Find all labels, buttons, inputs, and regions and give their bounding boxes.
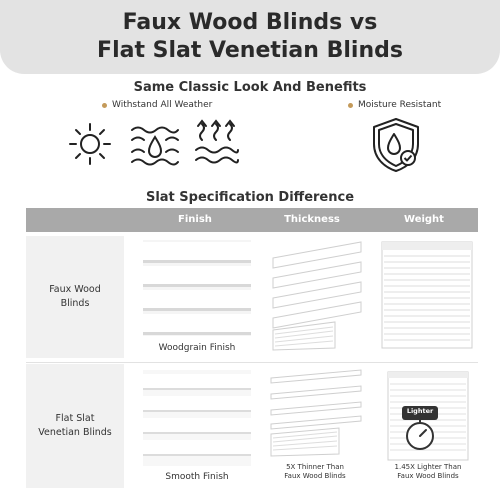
header-banner — [0, 0, 500, 74]
benefit-weather-label: Withstand All Weather — [112, 100, 213, 110]
finish-caption-smooth: Smooth Finish — [165, 472, 229, 482]
finish-caption-faux: Woodgrain Finish — [158, 343, 236, 353]
scale-lighter-tag: Lighter — [406, 407, 434, 415]
woodgrain-slats-image — [143, 240, 251, 336]
thin-slats-image — [265, 368, 365, 458]
row-label-flat-slat — [26, 364, 124, 488]
bullet-dot — [102, 103, 107, 108]
benefit-weather — [102, 100, 212, 110]
weight-caption-line1: 1.45X Lighter Than — [394, 463, 462, 471]
row-divider — [26, 362, 478, 363]
sun-icon — [66, 120, 114, 168]
spec-title: Slat Specification Difference — [145, 190, 355, 205]
smooth-slats-image — [143, 370, 251, 466]
thickness-caption-line2: Faux Wood Blinds — [284, 472, 346, 480]
thick-slats-image — [265, 238, 365, 352]
column-header-thickness: Thickness — [284, 214, 340, 225]
row-label-line: Venetian Blinds — [38, 427, 112, 438]
thickness-caption-line1: 5X Thinner Than — [286, 463, 344, 471]
blind-window-image — [380, 240, 474, 350]
shield-droplet-icon — [368, 116, 424, 174]
water-droplet-icon — [128, 120, 180, 168]
weight-caption — [378, 463, 478, 481]
benefits-title: Same Classic Look And Benefits — [133, 80, 367, 95]
heat-waves-icon — [192, 118, 240, 168]
page-title-line1: Faux Wood Blinds vs — [122, 10, 378, 35]
thickness-caption — [265, 463, 365, 481]
page-title-line2: Flat Slat Venetian Blinds — [97, 38, 403, 63]
row-label-line: Flat Slat — [55, 413, 95, 424]
column-header-weight: Weight — [404, 214, 444, 225]
row-label-line: Faux Wood — [49, 284, 101, 295]
row-label-line: Blinds — [60, 298, 90, 309]
benefit-moisture-label: Moisture Resistant — [358, 100, 442, 110]
benefit-moisture — [348, 100, 441, 110]
column-header-finish: Finish — [178, 214, 212, 225]
bullet-dot — [348, 103, 353, 108]
weight-caption-line2: Faux Wood Blinds — [397, 472, 459, 480]
row-label-faux-wood — [26, 236, 124, 358]
